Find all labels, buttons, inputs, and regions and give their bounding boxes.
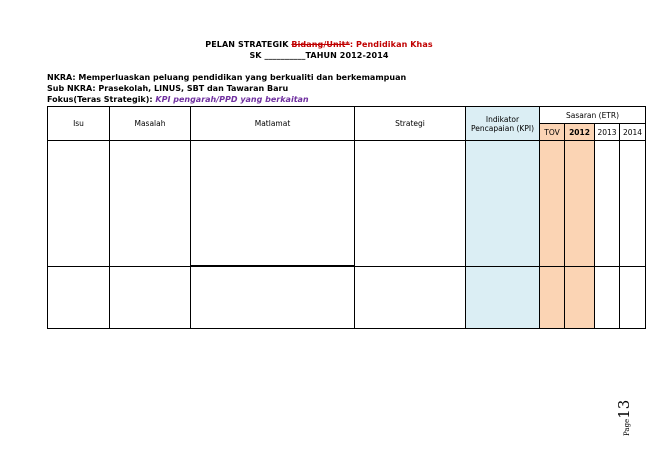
sub-nkra-line: Sub NKRA: Prasekolah, LINUS, SBT dan Tawaran Baru xyxy=(47,84,289,93)
header-strategi: Strategi xyxy=(355,107,466,141)
nkra-line: NKRA: Memperluaskan peluang pendidikan yang berkualiti dan berkemampuan xyxy=(47,73,407,82)
cell-2013-row2[interactable] xyxy=(595,267,620,329)
cell-kpi-row2[interactable] xyxy=(466,267,540,329)
header-year-tov: TOV xyxy=(540,124,565,141)
cell-matlamat-row2[interactable] xyxy=(191,267,355,329)
document-title xyxy=(0,39,638,50)
fokus-label: Fokus(Teras Strategik): xyxy=(47,95,153,104)
cell-isu-row2[interactable] xyxy=(48,267,110,329)
cell-2014-row2[interactable] xyxy=(620,267,646,329)
strategic-plan-table xyxy=(47,106,646,329)
header-year-2012: 2012 xyxy=(565,124,595,141)
document-subtitle: SK __________TAHUN 2012-2014 xyxy=(249,51,389,60)
header-sasaran: Sasaran (ETR) xyxy=(540,107,646,124)
cell-masalah-row2[interactable] xyxy=(110,267,191,329)
cell-masalah[interactable] xyxy=(110,141,191,267)
cell-tov-row2[interactable] xyxy=(540,267,565,329)
cell-isu[interactable] xyxy=(48,141,110,267)
cell-2014[interactable] xyxy=(620,141,646,267)
title-suffix: : Pendidikan Khas xyxy=(349,40,433,49)
header-year-2013: 2013 xyxy=(595,124,620,141)
page-number-value: 13 xyxy=(615,399,633,419)
page-number xyxy=(614,400,633,436)
cell-2012[interactable] xyxy=(565,141,595,267)
cell-kpi[interactable] xyxy=(466,141,540,267)
document-title-block xyxy=(0,39,638,61)
header-isu: Isu xyxy=(48,107,110,141)
header-kpi: Indikator Pencapaian (KPI) xyxy=(466,107,540,141)
header-masalah: Masalah xyxy=(110,107,191,141)
fokus-value: KPI pengarah/PPD yang berkaitan xyxy=(155,95,309,104)
header-matlamat: Matlamat xyxy=(191,107,355,141)
fokus-line xyxy=(47,94,309,105)
cell-tov[interactable] xyxy=(540,141,565,267)
cell-strategi-row2[interactable] xyxy=(355,267,466,329)
cell-strategi[interactable] xyxy=(355,141,466,267)
cell-2013[interactable] xyxy=(595,141,620,267)
title-struck-unit: Bidang/Unit* xyxy=(291,40,350,49)
page-label: Page xyxy=(623,418,631,436)
cell-matlamat-1[interactable] xyxy=(191,141,355,266)
cell-2012-row2[interactable] xyxy=(565,267,595,329)
title-prefix: PELAN STRATEGIK xyxy=(205,40,289,49)
header-year-2014: 2014 xyxy=(620,124,646,141)
